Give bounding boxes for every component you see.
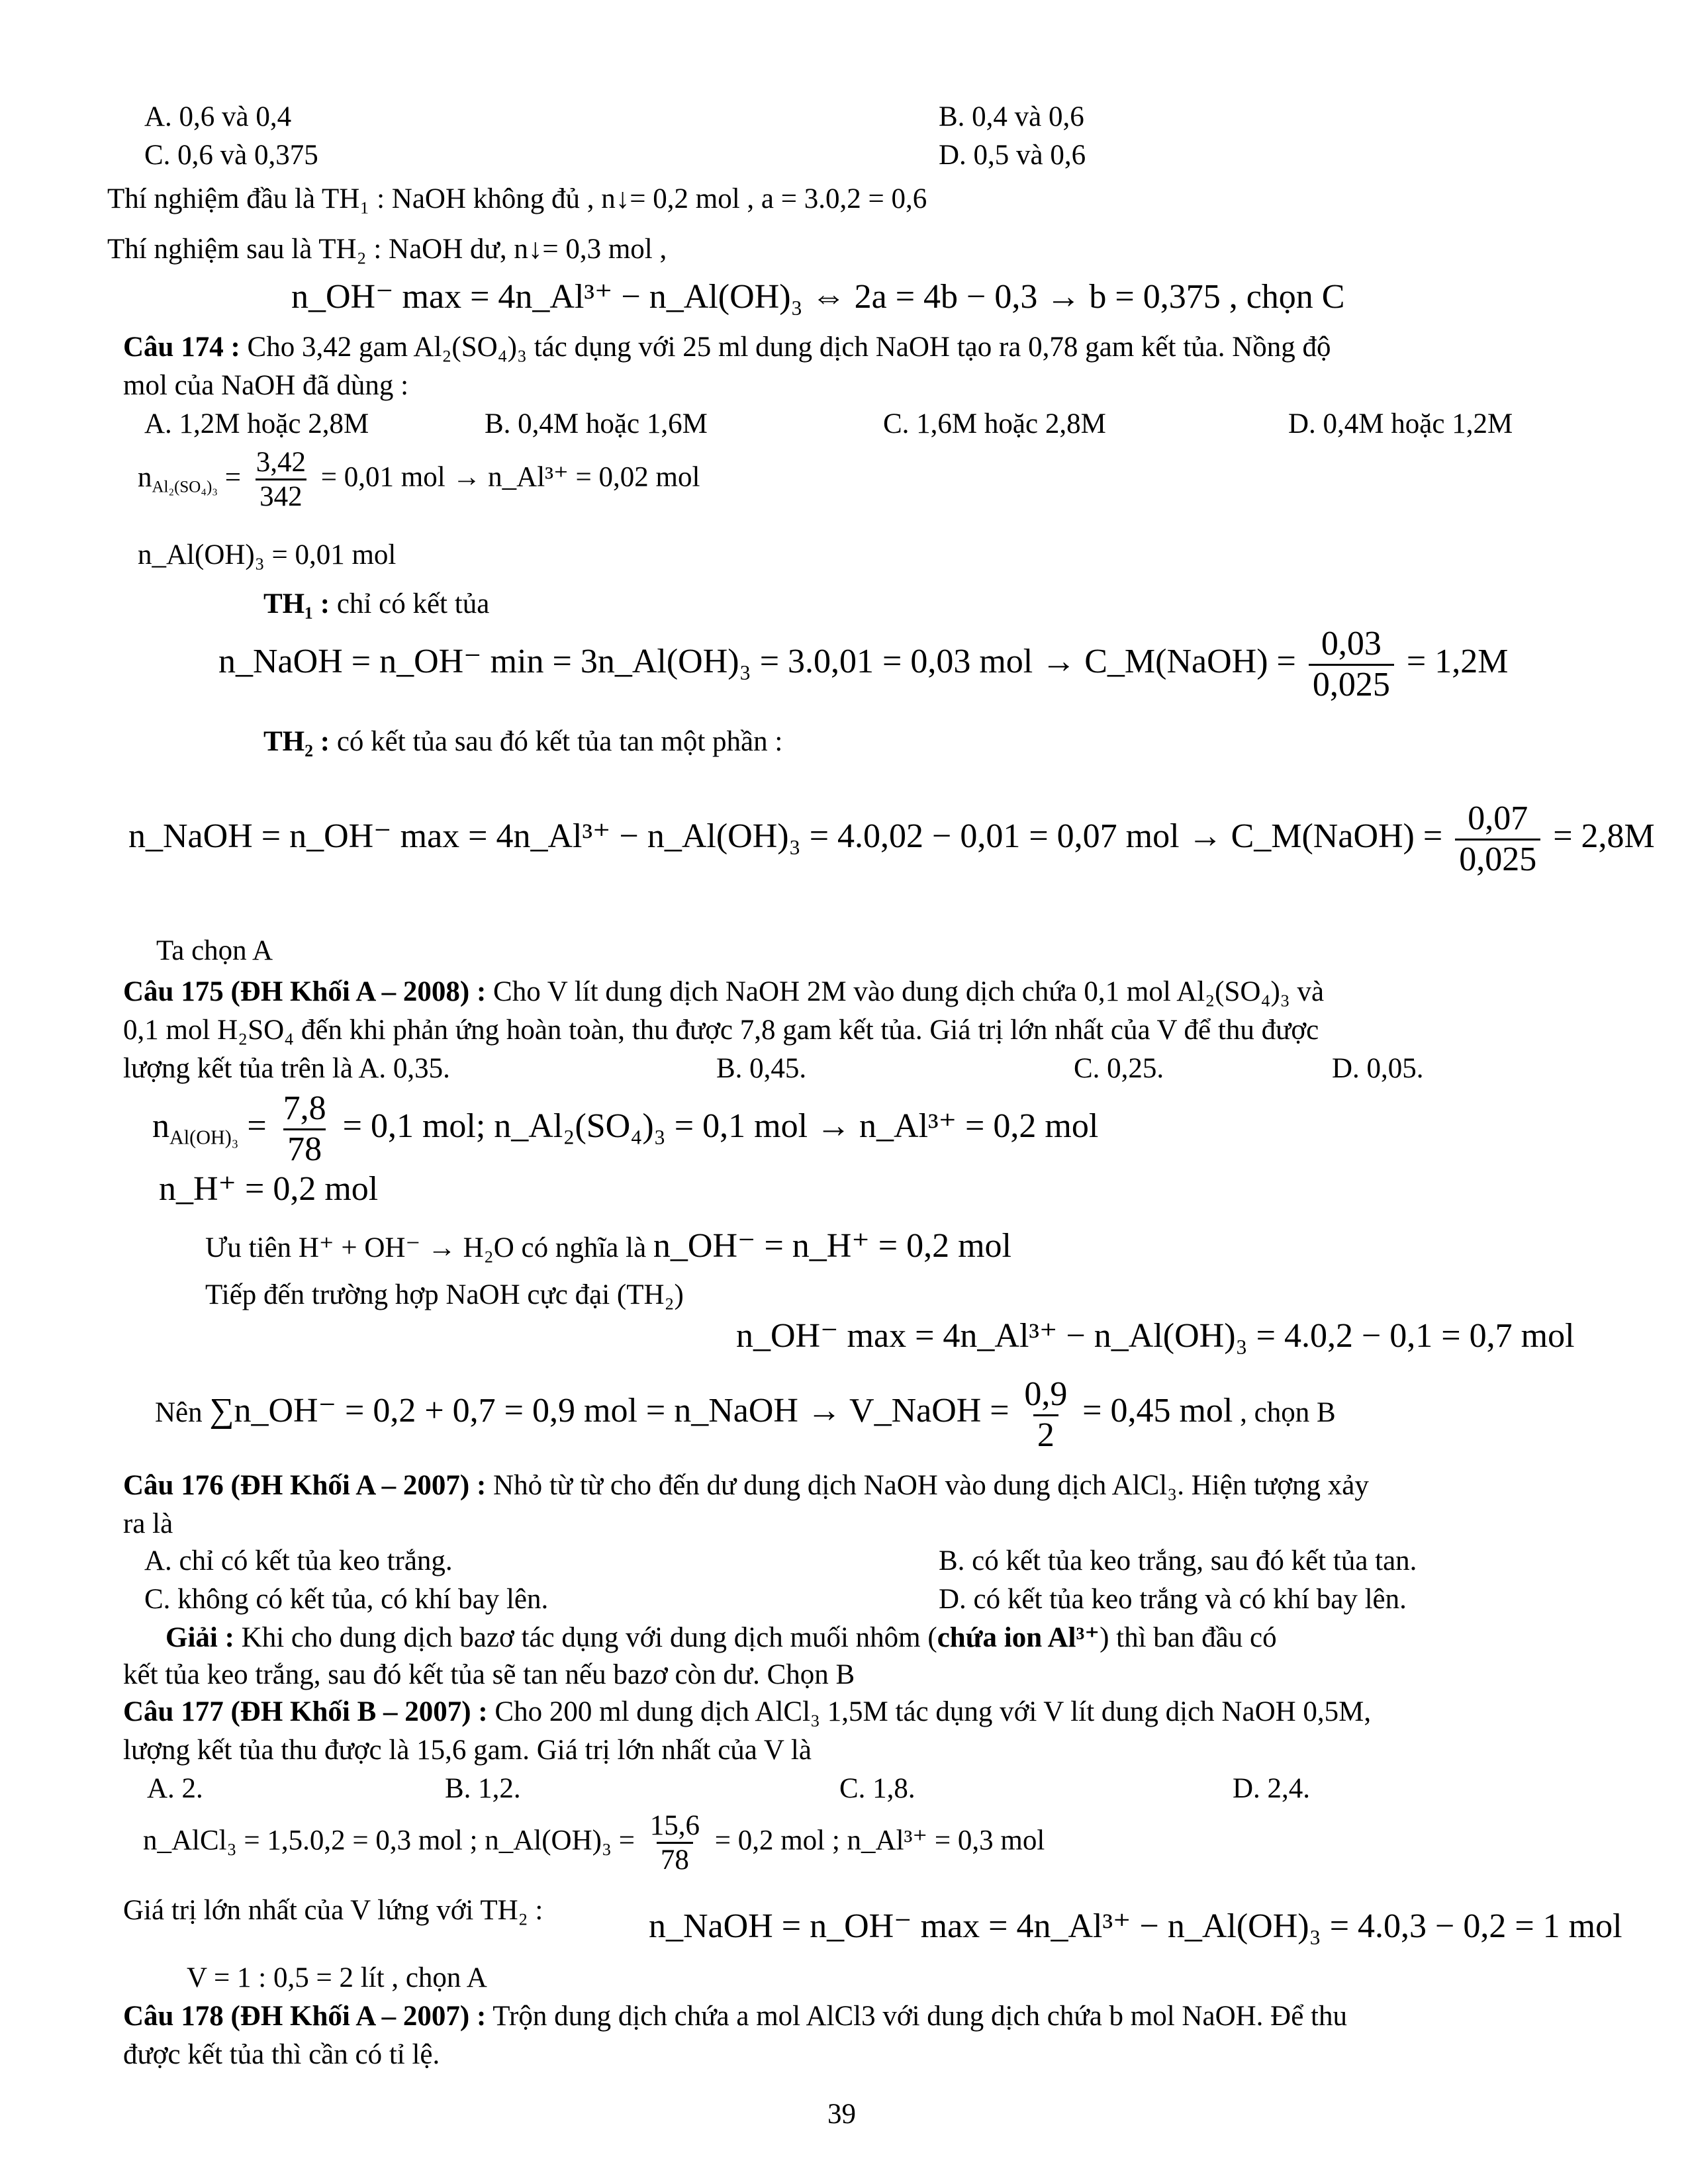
fraction: $\frac{3,42}{342}$ [256,447,306,513]
option-a: A. 1,2M hoặc 2,8M [144,408,369,439]
question-text: Nhỏ từ từ cho đến dư dung dịch NaOH vào dung dịch AlCl₃. Hiện tượng xảy [486,1470,1369,1501]
case-heading: TH₂ : có kết tủa sau đó kết tủa tan một phần : [263,726,783,757]
question-177 [123,1694,1371,1730]
question-text: Cho V lít dung dịch NaOH 2M vào dung dịch chứa 0,1 mol Al₂(SO₄)₃ và [486,976,1325,1007]
question-text: được kết tủa thì cần có tỉ lệ. [123,2039,440,2070]
solution-line: Tiếp đến trường hợp NaOH cực đại (TH₂) [205,1279,684,1310]
question-176 [123,1468,1369,1504]
option-c: C. 0,6 và 0,375 [144,140,318,171]
fraction: $\frac{0,03}{0,025}$ [1309,626,1394,703]
formula: n_NaOH = n_OH⁻ max = 4n_Al³⁺ − n_Al(OH)₃ = 4.0,02 − 0,01 = 0,07 mol → C_M(NaOH) = $\frac{0,07}{0,025}$ = 2,8M [128,799,1655,878]
solution-line: Ưu tiên H⁺ + OH⁻ → H₂O có nghĩa là n_OH⁻ = n_H⁺ = 0,2 mol [205,1227,1012,1265]
question-label: Câu 178 (ĐH Khối A – 2007) : [123,2001,487,2032]
option-d: D. có kết tủa keo trắng và có khí bay lên. [939,1584,1407,1615]
option-d: D. 0,4M hoặc 1,2M [1288,408,1513,439]
question-text: mol của NaOH đã dùng : [123,370,409,401]
fraction: $\frac{7,8}{78}$ [283,1089,326,1168]
option-c: C. 1,8. [839,1773,915,1804]
formula: Nên ∑n_OH⁻ = 0,2 + 0,7 = 0,9 mol = n_NaOH → V_NaOH = $\frac{0,9}{2}$ = 0,45 mol , chọn B [155,1375,1336,1454]
question-text: 0,1 mol H₂SO₄ đến khi phản ứng hoàn toàn, thu được 7,8 gam kết tủa. Giá trị lớn nhất của V để thu được [123,1015,1319,1046]
question-text: lượng kết tủa thu được là 15,6 gam. Giá trị lớn nhất của V là [123,1735,812,1766]
question-text: Cho 200 ml dung dịch AlCl₃ 1,5M tác dụng với V lít dung dịch NaOH 0,5M, [487,1696,1372,1727]
formula: n_AlCl₃ = 1,5.0,2 = 0,3 mol ; n_Al(OH)₃ = $\frac{15,6}{78}$ = 0,2 mol ; n_Al³⁺ = 0,3 mol [143,1810,1045,1876]
fraction: $\frac{15,6}{78}$ [649,1810,700,1876]
option-d: D. 0,05. [1332,1053,1424,1084]
formula: $n_{Al(OH)_3}$ = $\frac{7,8}{78}$ = 0,1 mol; n_Al₂(SO₄)₃ = 0,1 mol → n_Al³⁺ = 0,2 mol [152,1089,1099,1168]
option-a: A. 2. [147,1773,203,1804]
question-text: ra là [123,1508,173,1539]
option-c: C. không có kết tủa, có khí bay lên. [144,1584,549,1615]
conclusion: Ta chọn A [156,935,273,966]
question-text: Cho 3,42 gam Al₂(SO₄)₃ tác dụng với 25 ml dung dịch NaOH tạo ra 0,78 gam kết tủa. Nồng độ [240,332,1331,363]
question-178 [123,1999,1347,2034]
formula: $n_{Al_2(SO_4)_3}$ = $\frac{3,42}{342}$ = 0,01 mol → n_Al³⁺ = 0,02 mol [138,447,700,513]
option-b: B. có kết tủa keo trắng, sau đó kết tủa tan. [939,1545,1417,1576]
question-label: Câu 175 (ĐH Khối A – 2008) : [123,976,487,1007]
fraction: $\frac{0,9}{2}$ [1024,1375,1068,1454]
solution-176: Giải : Khi cho dung dịch bazơ tác dụng với dung dịch muối nhôm (chứa ion Al³⁺) thì ban đầu có [165,1622,1277,1653]
case-heading: TH₁ : chỉ có kết tủa [263,588,490,619]
option-d: D. 2,4. [1233,1773,1311,1804]
formula: n_OH⁻ max = 4n_Al³⁺ − n_Al(OH)₃ = 4.0,2 − 0,1 = 0,7 mol [736,1317,1575,1355]
page-number: 39 [827,2099,856,2130]
formula: n_OH⁻ max = 4n_Al³⁺ − n_Al(OH)₃ ⇔ 2a = 4b − 0,3 → b = 0,375 , chọn C [291,278,1345,316]
question-label: Câu 174 : [123,332,240,363]
option-a: A. 0,6 và 0,4 [144,101,292,132]
fraction: $\frac{0,07}{0,025}$ [1455,801,1540,878]
solution-line: kết tủa keo trắng, sau đó kết tủa sẽ tan nếu bazơ còn dư. Chọn B [123,1659,855,1690]
solution-line: Thí nghiệm đầu là TH₁ : NaOH không đủ , n↓= 0,2 mol , a = 3.0,2 = 0,6 [107,183,927,214]
option-b: B. 0,4M hoặc 1,6M [485,408,708,439]
question-text: Trộn dung dịch chứa a mol AlCl3 với dung dịch chứa b mol NaOH. Để thu [486,2001,1348,2032]
option-d: D. 0,5 và 0,6 [939,140,1086,171]
option-c: C. 0,25. [1074,1053,1164,1084]
option-c: C. 1,6M hoặc 2,8M [883,408,1106,439]
solution-line: V = 1 : 0,5 = 2 lít , chọn A [187,1962,487,1993]
solution-line: Giá trị lớn nhất của V lứng với TH₂ : [123,1895,543,1926]
option-b: B. 0,45. [716,1053,807,1084]
formula: n_NaOH = n_OH⁻ max = 4n_Al³⁺ − n_Al(OH)₃ = 4.0,3 − 0,2 = 1 mol [649,1907,1622,1945]
solution-line: Thí nghiệm sau là TH₂ : NaOH dư, n↓= 0,3 mol , [107,234,667,265]
formula: n_NaOH = n_OH⁻ min = 3n_Al(OH)₃ = 3.0,01 = 0,03 mol → C_M(NaOH) = $\frac{0,03}{0,025}$ = 1,2M [218,625,1509,704]
question-label: Câu 177 (ĐH Khối B – 2007) : [123,1696,488,1727]
option-b: B. 1,2. [445,1773,521,1804]
formula: n_Al(OH)₃ = 0,01 mol [138,539,397,570]
option-b: B. 0,4 và 0,6 [939,101,1084,132]
formula: n_H⁺ = 0,2 mol [159,1170,379,1208]
question-175 [123,974,1324,1010]
question-text: lượng kết tủa trên là A. 0,35. [123,1053,450,1084]
question-label: Câu 176 (ĐH Khối A – 2007) : [123,1470,487,1501]
question-174 [123,330,1331,365]
option-a: A. chỉ có kết tủa keo trắng. [144,1545,453,1576]
